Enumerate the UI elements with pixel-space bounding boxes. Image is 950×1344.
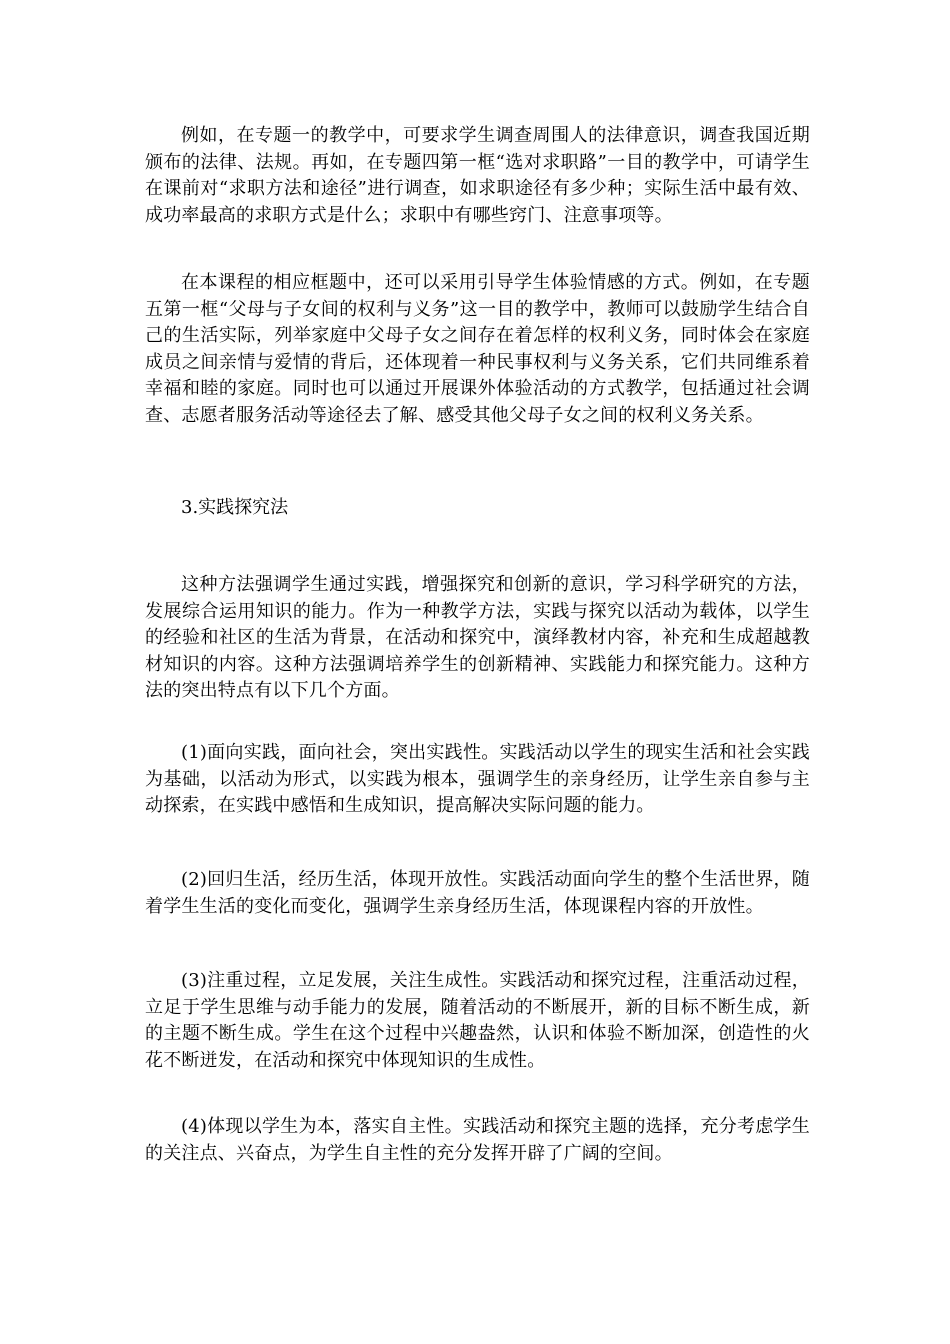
paragraph-feature-generativity: (3)注重过程，立足发展，关注生成性。实践活动和探究过程，注重活动过程，立足于学生思维与动手能力的发展，随着活动的不断展开，新的目标不断生成，新的主题不断生成。学生在这个过程中兴趣盎然，认识和体验不断加深，创造性的火花不断迸发，在活动和探究中体现知识的生成性。	[145, 970, 810, 1071]
paragraph-feature-openness: (2)回归生活，经历生活，体现开放性。实践活动面向学生的整个生活世界，随着学生生活的变化而变化，强调学生亲身经历生活，体现课程内容的开放性。	[145, 869, 810, 917]
paragraph-feature-autonomy: (4)体现以学生为本，落实自主性。实践活动和探究主题的选择，充分考虑学生的关注点、兴奋点，为学生自主性的充分发挥开辟了广阔的空间。	[145, 1116, 810, 1164]
paragraph-survey-example: 例如，在专题一的教学中，可要求学生调查周围人的法律意识，调查我国近期颁布的法律、法规。再如，在专题四第一框“选对求职路”一目的教学中，可请学生在课前对“求职方法和途径”进行调查，如求职途径有多少种；实际生活中最有效、成功率最高的求职方式是什么；求职中有哪些窍门、注意事项等。	[145, 125, 810, 226]
paragraph-feature-practicality: (1)面向实践，面向社会，突出实践性。实践活动以学生的现实生活和社会实践为基础，以活动为形式，以实践为根本，强调学生的亲身经历，让学生亲自参与主动探索，在实践中感悟和生成知识，提高解决实际问题的能力。	[145, 742, 810, 816]
paragraph-emotional-experience: 在本课程的相应框题中，还可以采用引导学生体验情感的方式。例如，在专题五第一框“父母与子女间的权利与义务”这一目的教学中，教师可以鼓励学生结合自己的生活实际，列举家庭中父母子女之间存在着怎样的权利义务，同时体会在家庭成员之间亲情与爱情的背后，还体现着一种民事权利与义务关系，它们共同维系着幸福和睦的家庭。同时也可以通过开展课外体验活动的方式教学，包括通过社会调查、志愿者服务活动等途径去了解、感受其他父母子女之间的权利义务关系。	[145, 272, 810, 426]
paragraph-method-overview: 这种方法强调学生通过实践，增强探究和创新的意识，学习科学研究的方法，发展综合运用知识的能力。作为一种教学方法，实践与探究以活动为载体，以学生的经验和社区的生活为背景，在活动和探究中，演绎教材内容，补充和生成超越教材知识的内容。这种方法强调培养学生的创新精神、实践能力和探究能力。这种方法的突出特点有以下几个方面。	[145, 574, 810, 701]
section-heading-practice-inquiry: 3.实践探究法	[181, 497, 289, 518]
